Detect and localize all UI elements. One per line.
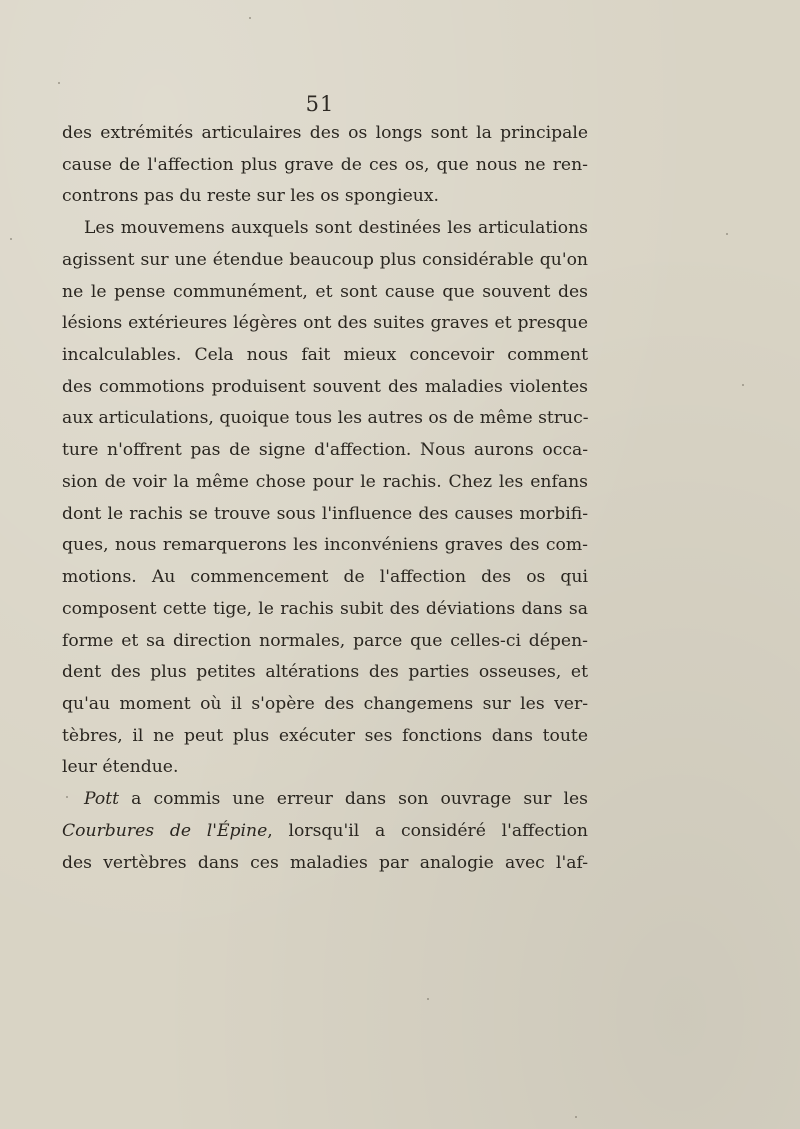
paper-speck <box>742 384 744 386</box>
text-line: des commotions produisent souvent des maladies violentes <box>62 376 588 397</box>
text-line: forme et sa direction normales, parce que celles-ci dépen- <box>62 630 588 651</box>
page-number: 51 <box>305 92 335 116</box>
text-line: aux articulations, quoique tous les autres os de même struc- <box>62 408 589 429</box>
paper-speck <box>58 82 60 84</box>
text-line: cause de l'affection plus grave de ces os, que nous ne ren- <box>62 154 588 175</box>
paragraph-start-line: Les mouvemens auxquels sont destinées les articulations <box>84 218 588 239</box>
text-line: des extrémités articulaires des os longs sont la principale <box>62 123 588 143</box>
text-line: agissent sur une étendue beaucoup plus considérable qu'on <box>62 249 588 270</box>
text-fragment: a commis une erreur dans son ouvrage sur les <box>119 789 588 810</box>
text-line: lésions extérieures légères ont des suites graves et presque <box>62 313 588 334</box>
author-name: Pott <box>84 789 120 810</box>
paper-speck <box>66 796 68 798</box>
paper-speck <box>10 238 12 240</box>
paper-speck <box>249 17 251 19</box>
text-line: ques, nous remarquerons les inconvéniens graves des com- <box>62 535 588 556</box>
text-line: tèbres, il ne peut plus exécuter ses fonctions dans toute <box>62 725 588 746</box>
text-fragment: , lorsqu'il a considéré l'affection <box>267 820 588 841</box>
text-line: incalculables. Cela nous fait mieux concevoir comment <box>62 345 588 366</box>
text-line: dont le rachis se trouve sous l'influence des causes morbifi- <box>62 503 588 524</box>
paper-speck <box>427 998 429 1000</box>
paragraph-start-line <box>62 784 588 816</box>
text-line: des vertèbres dans ces maladies par analogie avec l'af- <box>62 852 588 873</box>
text-line: motions. Au commencement de l'affection des os qui <box>62 567 588 588</box>
body-text <box>62 118 588 879</box>
text-line: leur étendue. <box>62 757 179 778</box>
text-line: dent des plus petites altérations des parties osseuses, et <box>62 662 588 683</box>
text-line: sion de voir la même chose pour le rachis. Chez les enfans <box>62 471 588 492</box>
text-line: ne le pense communément, et sont cause que souvent des <box>62 281 588 302</box>
paper-speck <box>726 233 728 235</box>
paper-speck <box>575 1116 577 1118</box>
text-line: ture n'offrent pas de signe d'affection. Nous aurons occa- <box>62 440 588 461</box>
text-line: qu'au moment où il s'opère des changemens sur les ver- <box>62 693 588 714</box>
text-line <box>62 816 588 848</box>
text-line: controns pas du reste sur les os spongieux. <box>62 186 439 207</box>
work-title: Courbures de l'Épine <box>62 820 268 841</box>
text-line: composent cette tige, le rachis subit des déviations dans sa <box>62 598 588 619</box>
